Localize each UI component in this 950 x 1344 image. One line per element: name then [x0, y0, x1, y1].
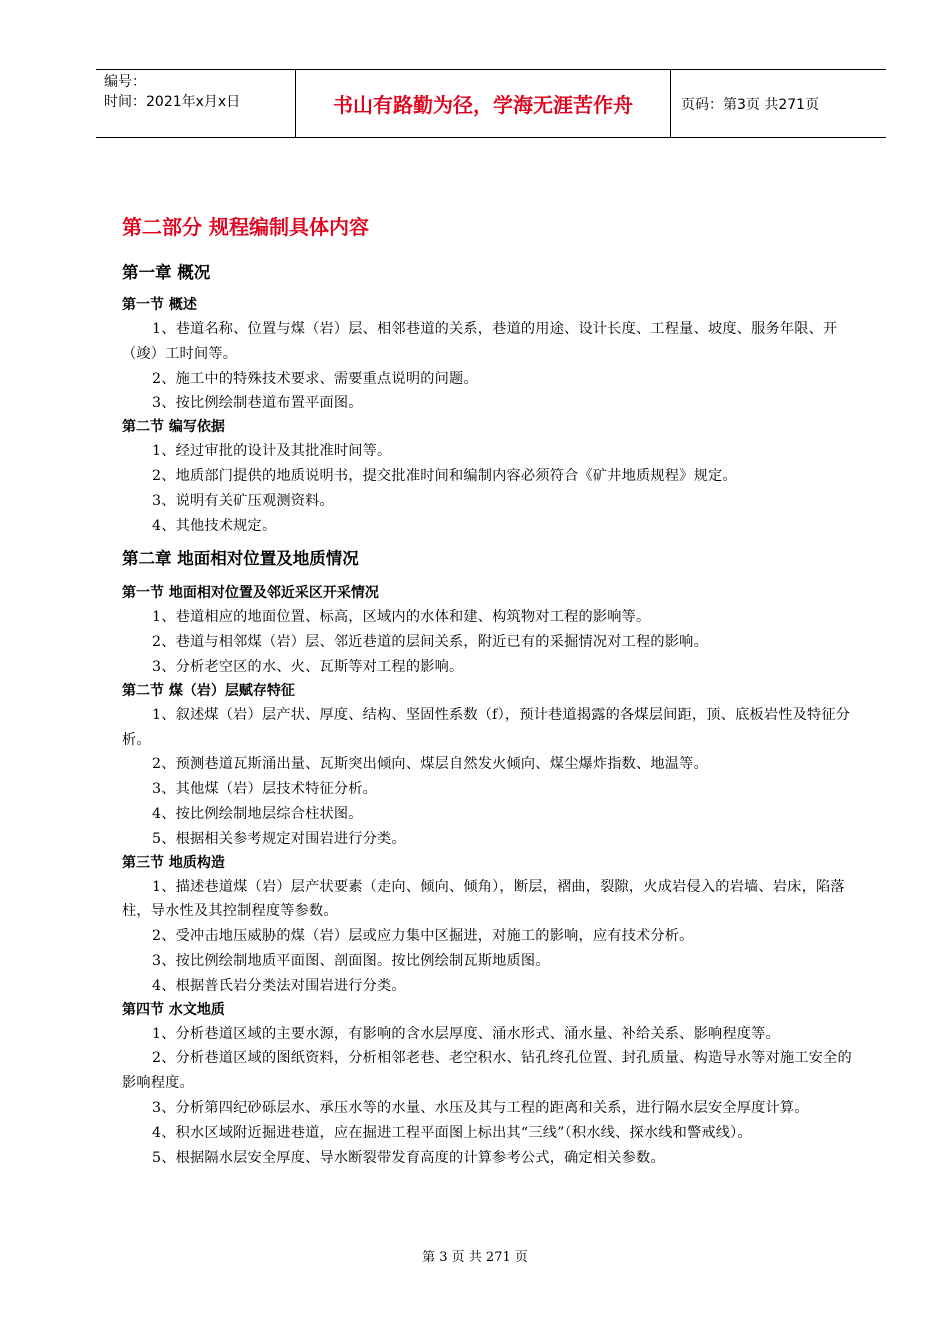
paragraph: 3、说明有关矿压观测资料。: [152, 492, 334, 509]
paragraph: 4、按比例绘制地层综合柱状图。: [152, 805, 363, 822]
page-footer: 第 3 页 共 271 页: [422, 1250, 528, 1265]
part-title: 第二部分 规程编制具体内容: [122, 215, 369, 239]
paragraph: 2、地质部门提供的地质说明书，提交批准时间和编制内容必须符合《矿井地质规程》规定。: [152, 467, 737, 484]
paragraph: 3、分析老空区的水、火、瓦斯等对工程的影响。: [152, 658, 464, 675]
paragraph: 4、根据普氏岩分类法对围岩进行分类。: [152, 977, 406, 994]
paragraph: 1、描述巷道煤（岩）层产状要素（走向、倾向、倾角），断层，褶曲，裂隙，火成岩侵入的岩墙、岩床，陷落柱，导水性及其控制程度等参数。: [122, 878, 845, 920]
paragraph: 2、受冲击地压威胁的煤（岩）层或应力集中区掘进，对施工的影响，应有技术分析。: [152, 928, 694, 945]
paragraph: 3、分析第四纪砂砾层水、承压水等的水量、水压及其与工程的距离和关系，进行隔水层安全厚度计算。: [152, 1099, 809, 1116]
header-motto: 书山有路勤为径，学海无涯苦作舟: [296, 70, 671, 137]
ch2-section-3-title: 第三节 地质构造: [122, 854, 225, 871]
ch1-section-2-title: 第二节 编写依据: [122, 419, 225, 436]
header-meta-cell: [96, 70, 296, 137]
paragraph: 2、预测巷道瓦斯涌出量、瓦斯突出倾向、煤层自然发火倾向、煤尘爆炸指数、地温等。: [152, 756, 708, 773]
document-body: [122, 212, 862, 1170]
ch2-section-1-title: 第一节 地面相对位置及邻近采区开采情况: [122, 585, 379, 602]
chapter-1-title: 第一章 概况: [122, 263, 211, 282]
paragraph: 1、分析巷道区域的主要水源，有影响的含水层厚度、涌水形式、涌水量、补给关系、影响程度等。: [152, 1025, 780, 1042]
time-label: 时间：2021年x月x日: [104, 94, 241, 110]
paragraph: 5、根据相关参考规定对围岩进行分类。: [152, 830, 406, 847]
paragraph: 1、巷道相应的地面位置、标高，区域内的水体和建、构筑物对工程的影响等。: [152, 609, 651, 626]
document-header: [96, 69, 886, 138]
paragraph: 2、施工中的特殊技术要求、需要重点说明的问题。: [152, 370, 478, 387]
paragraph: 4、其他技术规定。: [152, 517, 277, 534]
paragraph: 1、经过审批的设计及其批准时间等。: [152, 443, 392, 460]
paragraph: 2、分析巷道区域的图纸资料，分析相邻老巷、老空积水、钻孔终孔位置、封孔质量、构造导水等对施工安全的影响程度。: [122, 1050, 852, 1092]
paragraph: 1、巷道名称、位置与煤（岩）层、相邻巷道的关系，巷道的用途、设计长度、工程量、坡度、服务年限、开（竣）工时间等。: [122, 321, 838, 362]
ch2-section-2-title: 第二节 煤（岩）层赋存特征: [122, 682, 295, 699]
code-label: 编号：: [104, 74, 146, 90]
ch2-section-4-title: 第四节 水文地质: [122, 1001, 225, 1018]
paragraph: 4、积水区域附近掘进巷道，应在掘进工程平面图上标出其“三线”（积水线、探水线和警戒线）。: [152, 1124, 752, 1141]
chapter-2-title: 第二章 地面相对位置及地质情况: [122, 549, 359, 569]
ch1-section-1-title: 第一节 概述: [122, 297, 197, 313]
paragraph: 3、按比例绘制地质平面图、剖面图。按比例绘制瓦斯地质图。: [152, 952, 550, 969]
header-page-label: 页码：第3页 共271页: [681, 96, 820, 113]
paragraph: 2、巷道与相邻煤（岩）层、邻近巷道的层间关系，附近已有的采掘情况对工程的影响。: [152, 634, 708, 651]
paragraph: 3、其他煤（岩）层技术特征分析。: [152, 781, 378, 798]
paragraph: 5、根据隔水层安全厚度、导水断裂带发育高度的计算参考公式，确定相关参数。: [152, 1149, 665, 1166]
paragraph: 3、按比例绘制巷道布置平面图。: [152, 395, 363, 412]
paragraph: 1、叙述煤（岩）层产状、厚度、结构、坚固性系数（f），预计巷道揭露的各煤层间距，顶、底板岩性及特征分析。: [122, 706, 851, 748]
